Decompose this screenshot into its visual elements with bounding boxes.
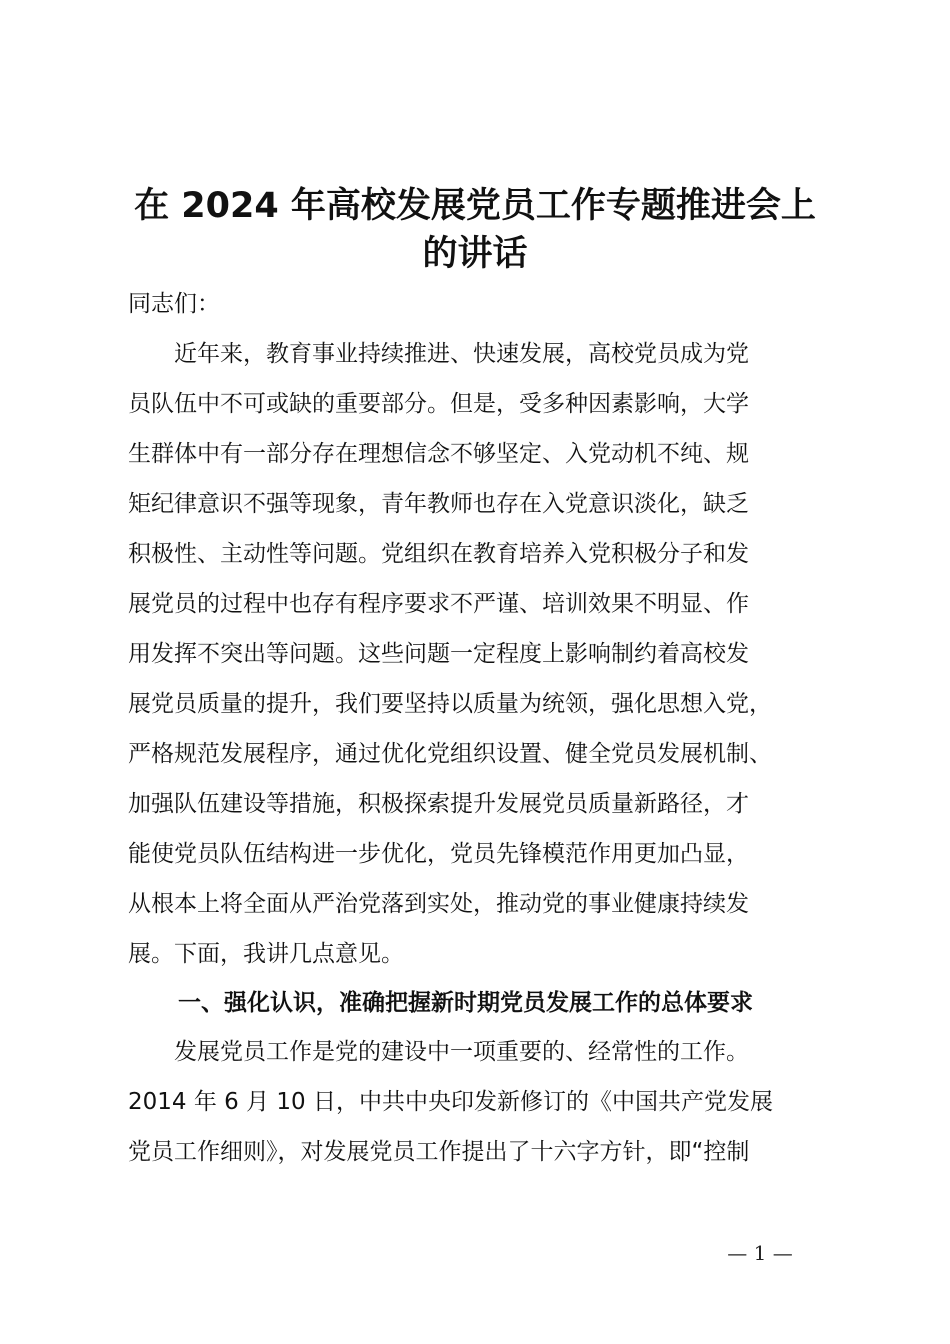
paragraph-line: 展党员质量的提升，我们要坚持以质量为统领，强化思想入党， [128,691,772,717]
section-heading-1: 一、强化认识，准确把握新时期党员发展工作的总体要求 [178,990,753,1016]
paragraph-line: 用发挥不突出等问题。这些问题一定程度上影响制约着高校发 [128,641,749,667]
paragraph-line: 生群体中有一部分存在理想信念不够坚定、入党动机不纯、规 [128,441,749,467]
paragraph-line: 发展党员工作是党的建设中一项重要的、经常性的工作。 [128,1039,749,1065]
paragraph-line: 展。下面，我讲几点意见。 [128,941,404,967]
paragraph-intro [128,329,772,979]
paragraph-line: 展党员的过程中也存有程序要求不严谨、培训效果不明显、作 [128,591,749,617]
paragraph-line: 矩纪律意识不强等现象，青年教师也存在入党意识淡化，缺乏 [128,491,749,517]
paragraph-line: 员队伍中不可或缺的重要部分。但是，受多种因素影响，大学 [128,391,749,417]
paragraph-line: 党员工作细则》，对发展党员工作提出了十六字方针，即“控制 [128,1139,750,1165]
paragraph-line: 能使党员队伍结构进一步优化，党员先锋模范作用更加凸显， [128,841,749,867]
paragraph-line: 严格规范发展程序，通过优化党组织设置、健全党员发展机制、 [128,741,772,767]
salutation: 同志们： [128,291,220,317]
paragraph-section-1 [128,1027,773,1177]
paragraph-line: 积极性、主动性等问题。党组织在教育培养入党积极分子和发 [128,541,749,567]
paragraph-line: 近年来，教育事业持续推进、快速发展，高校党员成为党 [128,341,749,367]
paragraph-line: 从根本上将全面从严治党落到实处，推动党的事业健康持续发 [128,891,749,917]
paragraph-line: 加强队伍建设等措施，积极探索提升发展党员质量新路径，才 [128,791,749,817]
page-number: — 1 — [727,1241,793,1265]
document-title-line-1: 在 2024 年高校发展党员工作专题推进会上 [134,186,816,226]
paragraph-line: 2014 年 6 月 10 日，中共中央印发新修订的《中国共产党发展 [128,1089,773,1115]
document-title-line-2: 的讲话 [422,234,528,274]
